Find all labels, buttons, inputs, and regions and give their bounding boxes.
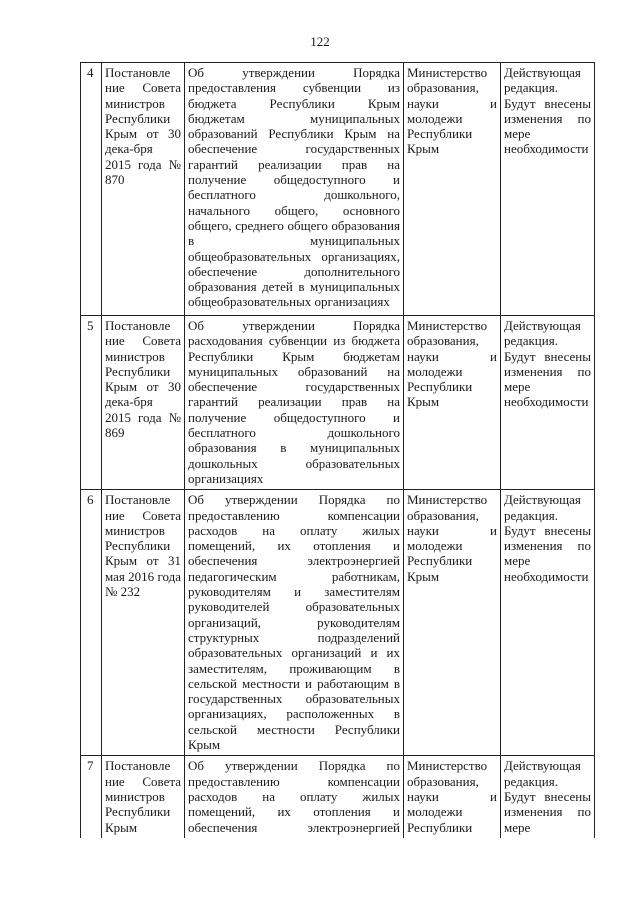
document-subject: Об утверждении Порядка по предоставлению компенсации расходов на оплату жилых помещений, их отопления и обеспечения электроэнергией: [185, 756, 404, 838]
row-number: 6: [81, 490, 102, 756]
document-reference: Постановле ние Совета министров Республики Крым от 30 дека-бря 2015 года № 870: [102, 63, 185, 316]
document-subject: Об утверждении Порядка предоставления субвенции из бюджета Республики Крым бюджетам муниципальных образований Республики Крым на обеспечение государственных гарантий реализации прав на получение общедоступного и бесплатного дошкольного, начального общего, основного общего, среднего общего образования в муниципальных общеобразовательных организациях, обеспечение дополнительного образования детей в муниципальных общеобразовательных организациях: [185, 63, 404, 316]
responsible-executor: Министерство образования, науки и молодежи Республики Крым: [404, 63, 501, 316]
responsible-executor: Министерство образования, науки и молодежи Республики Крым: [404, 490, 501, 756]
table-row: [81, 756, 595, 838]
row-number: 7: [81, 756, 102, 838]
status-note: Действующая редакция. Будут внесены изменения по мере необходимости: [501, 316, 595, 490]
document-reference: Постановле ние Совета министров Республики Крым от 31 мая 2016 года № 232: [102, 490, 185, 756]
table-row: [81, 316, 595, 490]
responsible-executor: Министерство образования, науки и молодежи Республики Крым: [404, 316, 501, 490]
document-subject: Об утверждении Порядка расходования субвенции из бюджета Республики Крым бюджетам муниципальных образований на обеспечение государственных гарантий реализации прав на получение общедоступного и бесплатного дошкольного образования в муниципальных дошкольных образовательных организациях: [185, 316, 404, 490]
document-reference: Постановле ние Совета министров Республики Крым от 30 дека-бря 2015 года № 869: [102, 316, 185, 490]
status-note: Действующая редакция. Будут внесены изменения по мере необходимости: [501, 490, 595, 756]
document-subject: Об утверждении Порядка по предоставлению компенсации расходов на оплату жилых помещений, их отопления и обеспечения электроэнергией педагогическим работникам, руководителям и заместителям руководителей образовательных организаций, руководителям структурных подразделений образовательных организаций и их заместителям, проживающим в сельской местности и работающим в государственных образовательных организациях, расположенных в сельской местности Республики Крым: [185, 490, 404, 756]
status-note: Действующая редакция. Будут внесены изменения по мере необходимости: [501, 63, 595, 316]
page-number: 122: [310, 34, 330, 49]
documents-table: [80, 62, 595, 838]
table-row: [81, 490, 595, 756]
table-row: [81, 63, 595, 316]
responsible-executor: Министерство образования, науки и молодежи Республики: [404, 756, 501, 838]
row-number: 5: [81, 316, 102, 490]
document-reference: Постановле ние Совета министров Республики Крым: [102, 756, 185, 838]
status-note: Действующая редакция. Будут внесены изменения по мере: [501, 756, 595, 838]
row-number: 4: [81, 63, 102, 316]
